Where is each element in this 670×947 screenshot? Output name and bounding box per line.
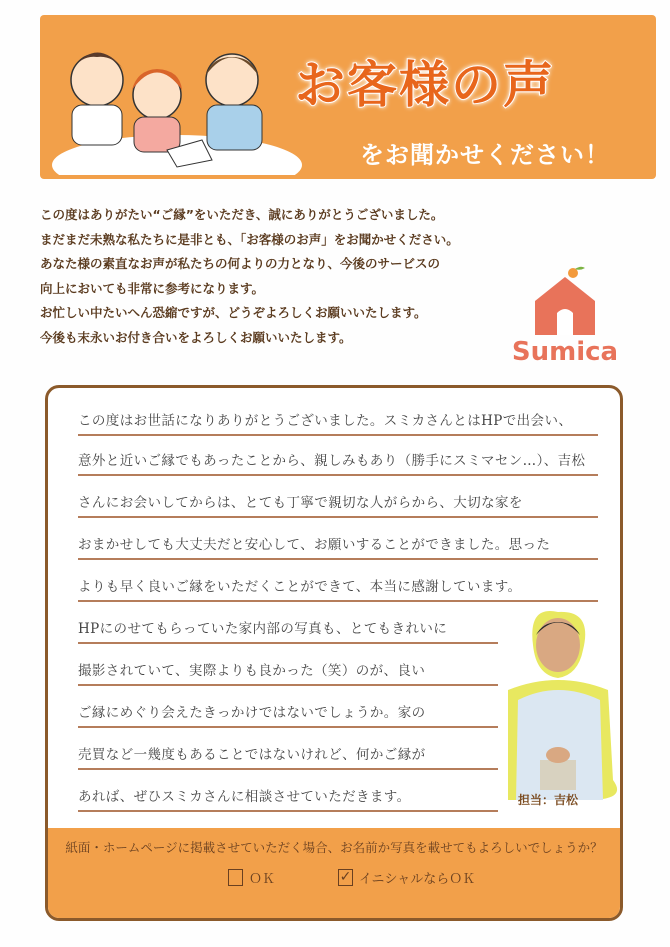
header-banner <box>40 15 656 179</box>
logo-text: Sumica <box>511 337 619 367</box>
ok-checkbox[interactable] <box>228 869 243 886</box>
comment-line: よりも早く良いご縁をいただくことができて、本当に感謝しています。 <box>78 574 598 602</box>
comment-card <box>45 385 623 921</box>
option-ok[interactable] <box>228 868 275 887</box>
comment-line: 売買など一幾度もあることではないけれど、何かご縁が <box>78 742 498 770</box>
comment-line: 意外と近いご縁でもあったことから、親しみもあり（勝手にスミマセン…）、吉松 <box>78 448 598 476</box>
comment-line: あれば、ぜひスミカさんに相談させていただきます。 <box>78 784 498 812</box>
sumica-logo <box>505 265 625 370</box>
comment-line: この度はお世話になりありがとうございました。スミカさんとはHPで出会い、 <box>78 408 598 436</box>
intro-line: この度はありがたい“ご縁”をいただき、誠にありがとうございました。 <box>40 207 444 222</box>
check-mark-icon: ✓ <box>339 869 352 885</box>
consent-section <box>48 828 620 918</box>
comment-line: さんにお会いしてからは、とても丁寧で親切な人がらから、大切な家を <box>78 490 598 518</box>
initials-ok-checkbox[interactable] <box>338 869 353 886</box>
intro-line: 今後も末永いお付き合いをよろしくお願いいたします。 <box>40 329 352 345</box>
comment-line: おまかせしても大丈夫だと安心して、お願いすることができました。思った <box>78 532 598 560</box>
option-label: ＯＫ <box>249 872 276 887</box>
intro-text <box>40 203 459 351</box>
house-icon <box>505 265 625 337</box>
intro-line: お忙しい中たいへん恐縮ですが、どうぞよろしくお願いいたします。 <box>40 305 427 321</box>
option-initials-ok[interactable] <box>338 868 475 887</box>
intro-line: あなた様の素直なお声が私たちの何よりの力となり、今後のサービスの <box>40 256 441 272</box>
intro-line: まだまだ未熟な私たちに是非とも、「お客様のお声」をお聞かせください。 <box>40 231 459 247</box>
consent-question: 紙面・ホームページに掲載させていただく場合、お名前か写真を載せてもよろしいでしょうか？ <box>65 840 603 855</box>
option-label: イニシャルならＯＫ <box>359 872 476 887</box>
intro-line: 向上においても非常に参考になります。 <box>40 280 265 296</box>
staff-illustration <box>52 25 302 175</box>
staff-photo <box>488 610 623 800</box>
comment-line: ご縁にめぐり会えたきっかけではないでしょうか。家の <box>78 700 498 728</box>
page-title: お客様の声 <box>295 56 555 114</box>
staff-name-label: 担当：吉松 <box>518 793 579 807</box>
comment-line: HPにのせてもらっていた家内部の写真も、とてもきれいに <box>78 616 498 644</box>
comment-line: 撮影されていて、実際よりも良かった（笑）のが、良い <box>78 658 498 686</box>
page-subtitle: をお聞かせください！ <box>360 141 610 169</box>
